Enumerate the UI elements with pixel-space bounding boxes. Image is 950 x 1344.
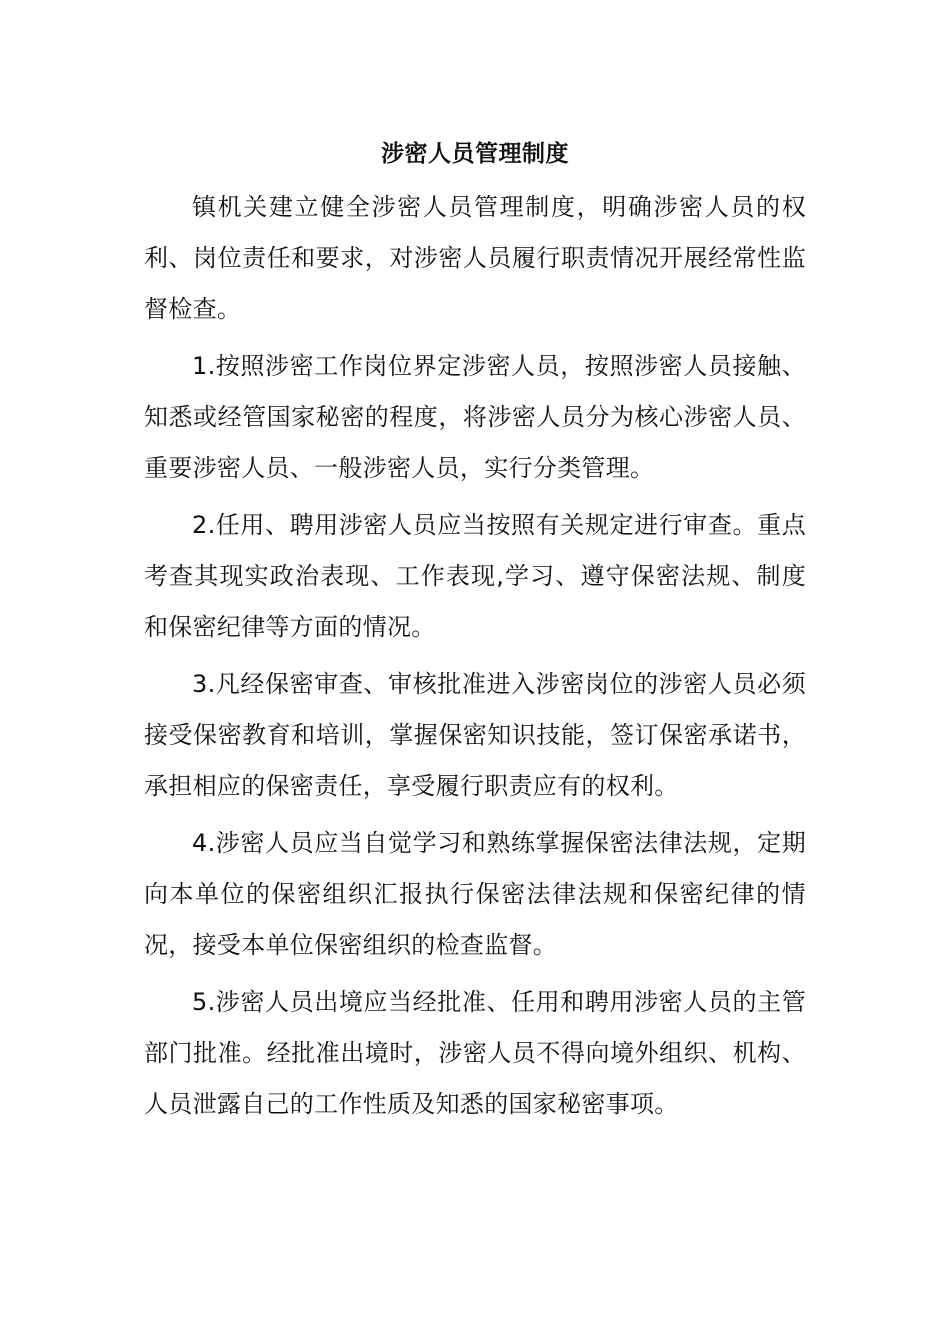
- item-paragraph-3: 3.凡经保密审查、审核批准进入涉密岗位的涉密人员必须接受保密教育和培训，掌握保密知识技能，签订保密承诺书，承担相应的保密责任，享受履行职责应有的权利。: [144, 670, 806, 800]
- item-paragraph-5: 5.涉密人员出境应当经批准、任用和聘用涉密人员的主管部门批准。经批准出境时，涉密人员不得向境外组织、机构、人员泄露自己的工作性质及知悉的国家秘密事项。: [144, 988, 806, 1118]
- item-paragraph-4: 4.涉密人员应当自觉学习和熟练掌握保密法律法规，定期向本单位的保密组织汇报执行保密法律法规和保密纪律的情况，接受本单位保密组织的检查监督。: [144, 829, 806, 959]
- item-paragraph-1: 1.按照涉密工作岗位界定涉密人员，按照涉密人员接触、知悉或经管国家秘密的程度，将涉密人员分为核心涉密人员、重要涉密人员、一般涉密人员，实行分类管理。: [144, 352, 806, 482]
- document-body: [144, 182, 806, 1136]
- item-paragraph-2: 2.任用、聘用涉密人员应当按照有关规定进行审查。重点考查其现实政治表现、工作表现,学习、遵守保密法规、制度和保密纪律等方面的情况。: [144, 511, 806, 641]
- document-title: 涉密人员管理制度: [381, 141, 569, 167]
- intro-paragraph: 镇机关建立健全涉密人员管理制度，明确涉密人员的权利、岗位责任和要求，对涉密人员履行职责情况开展经常性监督检查。: [144, 193, 806, 323]
